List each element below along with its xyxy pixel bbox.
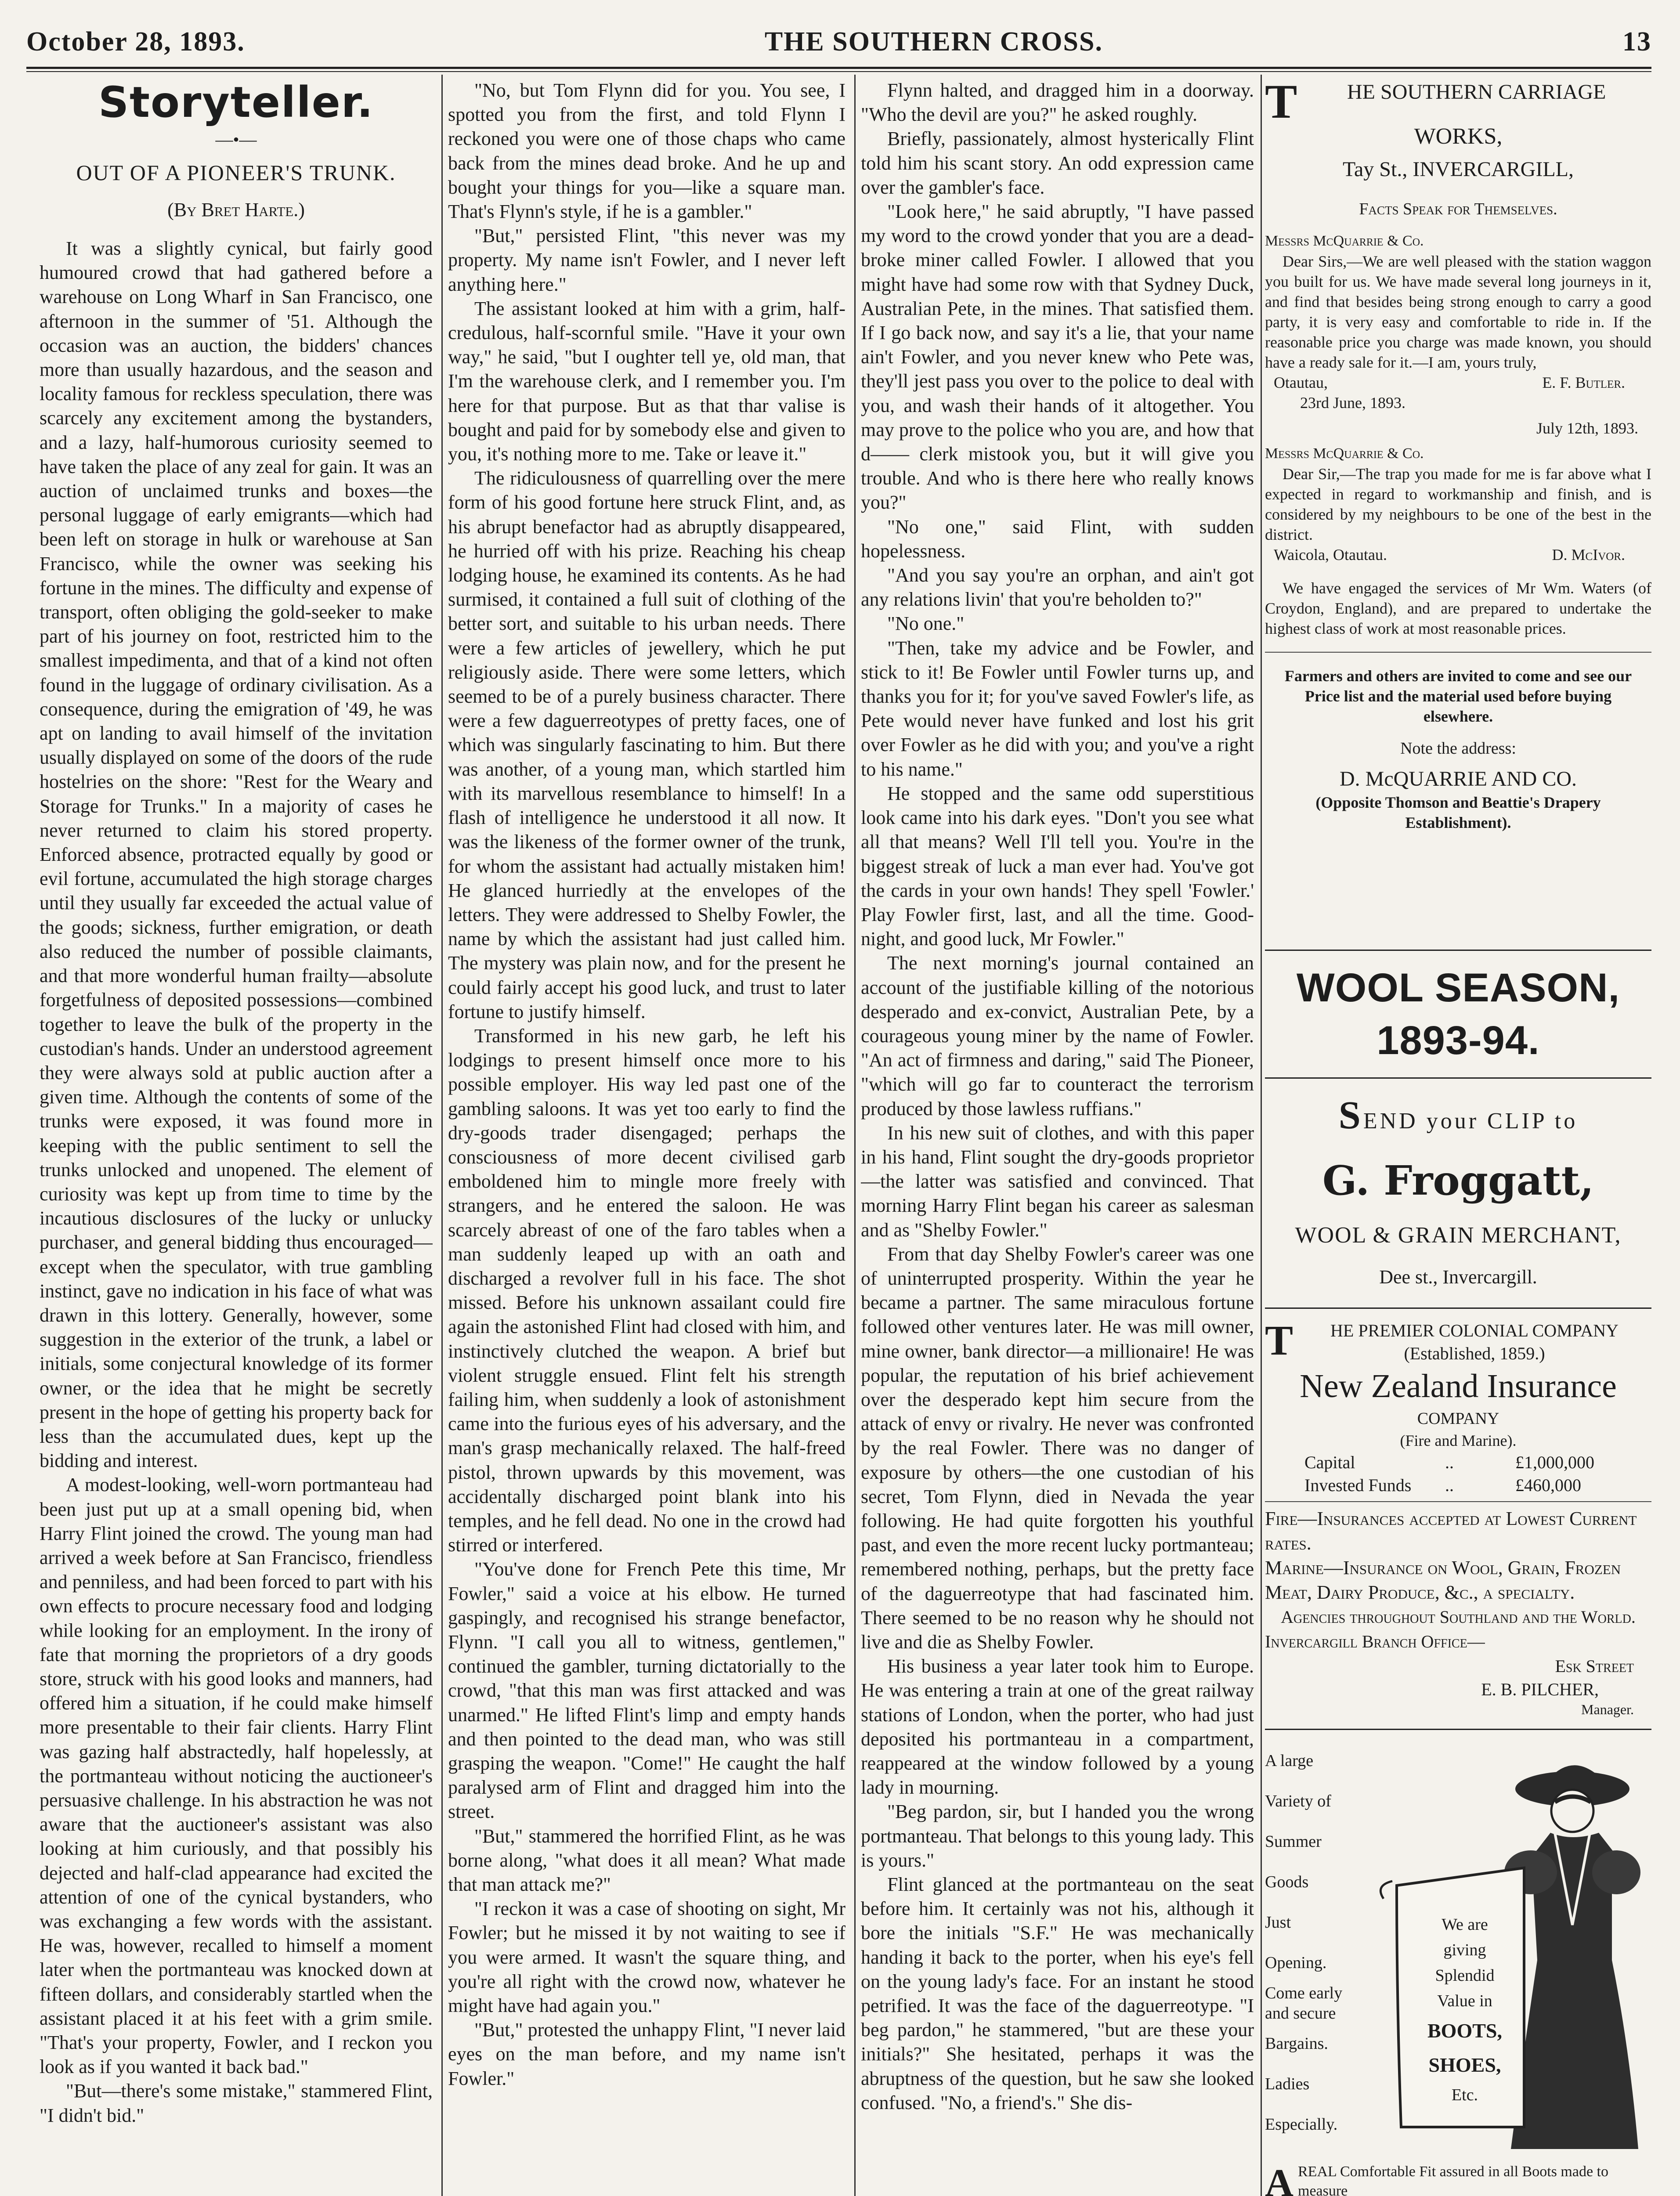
- story-paragraph: In his new suit of clothes, and with this paper in his hand, Flint sought the dry-goods proprietor—the latter was satisfied and convinced. That morning Harry Flint began his career as salesman and as "Shelby Fowler.": [861, 1122, 1254, 1241]
- wool-season-title: WOOL SEASON, 1893-94.: [1296, 965, 1620, 1063]
- story-paragraph: He stopped and the same odd superstitious look came into his dark eyes. "Don't you see what all that means? Well I'll tell you. You're in the biggest streak of luck a man ever had. You've got the cards in your own hands! They spell 'Fowler.' Play Fowler first, last, and all the time. Good-night, and good luck, Mr Fowler.": [861, 782, 1254, 950]
- letter-date: 23rd June, 1893.: [1300, 394, 1405, 412]
- story-paragraph: The ridiculousness of quarrelling over the mere form of his good fortune here struck Flint, and, as his abrupt benefactor had as abruptly disappeared, he hurried off with his prize. Reaching his cheap lodging house, he examined its contents. As he had surmised, it contained a full suit of clothing of the better sort, and suitable to his urban needs. There were a few articles of jewellery, which he put religiously aside. There were some letters, which seemed to be of a purely business character. There were a few daguerreotypes of pretty faces, one of which was singularly fascinating to him. But there was another, of a young man, which startled him with its marvellous resemblance to himself! In a flash of intelligence he understood it all now. It was the likeness of the former owner of the trunk, for whom the assistant had actually mistaken him! He glanced hurriedly at the envelopes of the letters. They were addressed to Shelby Fowler, the name by which the assistant had just called him. The mystery was plain now, and for the present he could fairly accept his good luck, and trust to later fortune to justify himself.: [448, 467, 845, 1022]
- insurance-branch: Invercargill Branch Office—: [1265, 1632, 1485, 1651]
- froggatt-address: Dee st., Invercargill.: [1379, 1266, 1537, 1288]
- insurance-established: (Established, 1859.): [1404, 1344, 1545, 1363]
- title-ornament: —•—: [215, 130, 257, 149]
- insurance-heading: HE PREMIER COLONIAL COMPANY: [1330, 1321, 1619, 1340]
- story-paragraph: From that day Shelby Fowler's career was one of uninterrupted prosperity. Within the year he became a partner. The same miraculous fortune followed other ventures later. He was mill owner, mine owner, bank director—a millionaire! He was popular, the reputation of his brief achievement over the desperado kept him secure from the attack of envy or rivalry. He never was confronted by the real Fowler. There was no danger of exposure by others—the one custodian of his secret, Tom Flynn, died in Nevada the year following. He had quite forgotten his youthful past, and even the more recent lucky portmanteau; remembered nothing, perhaps, but the pretty face of the daguerreotype that had fascinated him. There seemed to be no reason why he should not live and die as Shelby Fowler.: [861, 1243, 1254, 1653]
- insurance-marine: Marine—Insurance on Wool, Grain, Frozen Meat, Dairy Produce, &c., a specialty.: [1265, 1557, 1621, 1603]
- weir-and-son-ad: [1265, 1741, 1651, 2196]
- ad-divider: [1265, 1307, 1651, 1309]
- head-rule: [26, 67, 1651, 69]
- story-column-1: [40, 78, 433, 2196]
- carriage-works-ad: [1265, 78, 1651, 939]
- insurance-name: New Zealand Insurance: [1300, 1368, 1617, 1405]
- letter-signer: E. F. Butler.: [1542, 374, 1625, 391]
- letter-salutation: Messrs McQuarrie & Co.: [1265, 445, 1424, 462]
- froggatt-name: G. Froggatt,: [1322, 1157, 1594, 1204]
- insurance-ad: [1265, 1319, 1651, 1718]
- divider: [1265, 652, 1651, 653]
- story-paragraph: "Beg pardon, sir, but I handed you the wrong portmanteau. That belongs to this young lady. This is yours.": [861, 1801, 1254, 1871]
- column-divider: [854, 75, 856, 2196]
- story-paragraph: "But," protested the unhappy Flint, "I never laid eyes on the man before, and my name isn't Fowler.": [448, 2019, 845, 2089]
- boots-sign: We are giving Splendid Value in BOOTS, SHOES, Etc.: [1427, 1915, 1502, 2104]
- story-paragraph: "You've done for French Pete this time, Mr Fowler," said a voice at his elbow. He turned gaspingly, and recognised his strange benefactor, Flynn. "I call you all to witness, gentlemen," continued the gambler, turning dictatorially to the crowd, "that this man was first attacked and was unarmed." He lifted Flint's limp and empty hands and then pointed to the dead man, who was still grasping the weapon. "Come!" He caught the half paralysed arm of Flint and dragged him into the street.: [448, 1558, 845, 1823]
- farmers-invite: Farmers and others are invited to come and see our Price list and the material used before buying elsewhere.: [1284, 667, 1632, 725]
- carriage-firm: D. McQUARRIE AND CO.: [1340, 767, 1577, 791]
- insurance-agencies: Agencies throughout Southland and the World.: [1281, 1607, 1636, 1627]
- carriage-address: Tay St., INVERCARGILL,: [1343, 158, 1574, 181]
- ad-divider: [1265, 1729, 1651, 1730]
- divider: [1265, 1501, 1651, 1502]
- insurance-fire: Fire—Insurances accepted at Lowest Current rates.: [1265, 1508, 1637, 1554]
- story-paragraph: Flynn halted, and dragged him in a doorway. "Who the devil are you?" he asked roughly.: [861, 79, 1254, 126]
- letter-signer: D. McIvor.: [1552, 546, 1625, 563]
- manager-name: E. B. PILCHER,: [1481, 1680, 1599, 1699]
- story-byline: (By Bret Harte.): [167, 199, 305, 220]
- story-paragraph: "But," stammered the horrified Flint, as he was borne along, "what does it all mean? What made that man attack me?": [448, 1825, 845, 1896]
- manager-title: Manager.: [1581, 1701, 1634, 1717]
- story-paragraph: "No, but Tom Flynn did for you. You see, I spotted you from the first, and told Flynn I reckoned you were one of those chaps who came back from the mines dead broke. And he up and bought your things for you—like a square man. That's Flynn's style, if he is a gambler.": [448, 79, 845, 223]
- drop-cap: S: [1338, 1094, 1363, 1137]
- testimonial-letter: Dear Sir,—The trap you made for me is far above what I expected in regard to workmanship and finish, and is considered by my neighbours to be one of the best in the district.: [1265, 465, 1651, 543]
- drop-cap: T: [1265, 78, 1297, 121]
- section-title: Storyteller.: [98, 78, 374, 127]
- advertisements-column: [1265, 78, 1651, 2196]
- letter-place: Waicola, Otautau.: [1274, 546, 1387, 563]
- story-paragraph: His business a year later took him to Europe. He was entering a train at one of the great railway stations of London, when the porter, who had just deposited his portmanteau in a compartment, reappeared at the window followed by a young lady in mourning.: [861, 1655, 1254, 1799]
- letter-date: July 12th, 1893.: [1536, 419, 1638, 437]
- issue-date: October 28, 1893.: [26, 26, 245, 57]
- wool-send: END your CLIP to: [1363, 1109, 1578, 1134]
- running-head: [26, 18, 1651, 66]
- story-paragraph: "But—there's some mistake," stammered Flint, "I didn't bid.": [40, 2080, 433, 2126]
- wool-ad: [1265, 961, 1651, 1297]
- ad-divider: [1265, 1077, 1651, 1079]
- lady-illustration: [1366, 1741, 1651, 2158]
- carriage-slogan: Facts Speak for Themselves.: [1359, 200, 1557, 218]
- story-title: OUT OF A PIONEER'S TRUNK.: [76, 160, 396, 185]
- carriage-title: HE SOUTHERN CARRIAGE: [1347, 80, 1606, 104]
- invested-row: Invested Funds .. £460,000: [1304, 1475, 1581, 1495]
- story-paragraph: "I reckon it was a case of shooting on sight, Mr Fowler; but he missed it by not waiting to see if you were armed. It wasn't the square thing, and you're all right with the crowd now, whatever he might have had again you.": [448, 1898, 845, 2017]
- ad-divider: [1265, 950, 1651, 951]
- column-divider: [1261, 75, 1262, 2196]
- story-paragraph: "And you say you're an orphan, and ain't got any relations livin' that you're beholden to?": [861, 564, 1254, 610]
- story-paragraph: A modest-looking, well-worn portmanteau had been just put up at a small opening bid, when Harry Flint joined the crowd. The young man had arrived a week before at San Francisco, friendless and penniless, and had been forced to part with his own effects to procure necessary food and lodging while looking for an employment. In the irony of fate that morning the proprietors of a dry goods store, struck with his good looks and manners, had offered him a situation, if he could make himself more presentable to their fair clients. Harry Flint was gazing half abstractedly, half hopelessly, at the portmanteau without noticing the auctioneer's persuasive challenge. In his abstraction he was not aware that the auctioneer's assistant was also looking at him curiously, and that possibly his dejected and half-clad appearance had excited the attention of one of the cynical bystanders, who was exchanging a few words with the assistant. He was, however, recalled to himself a moment later when the portmanteau was knocked down at fifteen dollars, and considerably startled when the assistant placed it at his feet with a grim smile. "That's your property, Fowler, and I reckon you look as if you wanted it back bad.": [40, 1474, 433, 2078]
- masthead-title: THE SOUTHERN CROSS.: [764, 26, 1103, 57]
- story-paragraph: "Then, take my advice and be Fowler, and stick to it! Be Fowler until Fowler turns up, and thanks you for it; for you've saved Fowler's life, as Pete would never have funked and lost his grit over Fowler as he did with you; and you've a right to his name.": [861, 637, 1254, 780]
- note-address: Note the address:: [1400, 739, 1516, 758]
- carriage-opposite: (Opposite Thomson and Beattie's Drapery Establishment).: [1315, 794, 1601, 831]
- story-column-3: [861, 78, 1254, 2196]
- story-paragraph: Transformed in his new garb, he left his lodgings to present himself once more to his possible employer. His way led past one of the gambling saloons. It was yet too early to find the dry-goods trader disengaged; perhaps the consciousness of more decent civilised garb emboldened him to mingle more freely with strangers, and he entered the saloon. He was scarcely abreast of one of the faro tables when a man suddenly leaped up with an oath and discharged a revolver full in his face. The shot missed. Before his unknown assailant could fire again the astonished Flint had closed with him, and instinctively clutched the weapon. A brief but violent struggle ensued. Flint felt his strength failing him, when suddenly a look of astonishment came into the furious eyes of his adversary, and the man's grasp mechanically relaxed. The half-freed pistol, thrown upwards by this movement, was accidentally discharged point blank into his temples, and he fell dead. No one in the crowd had stirred or interfered.: [448, 1025, 845, 1556]
- drop-cap: T: [1265, 1319, 1293, 1364]
- letter-salutation: Messrs McQuarrie & Co.: [1265, 233, 1424, 249]
- story-paragraph: Briefly, passionately, almost hysterically Flint told him his scant story. An odd expression came over the gambler's face.: [861, 128, 1254, 198]
- goods-list: A large Variety of Summer Goods Just Opening. Come early and secure Bargains. Ladies Especially.: [1265, 1752, 1343, 2134]
- fit-assured: REAL Comfortable Fit assured in all Boots made to measure: [1298, 2163, 1608, 2196]
- insurance-street: Esk Street: [1555, 1656, 1634, 1676]
- story-paragraph: "Look here," he said abruptly, "I have passed my word to the crowd yonder that you are a dead-broke miner called Fowler. I allowed that you might have had some row with that Sydney Duck, Australian Pete, in the mines. That satisfied them. If I go back now, and say it's a lie, that your name ain't Fowler, and you never knew who Pete was, they'll jest pass you over to the police to deal with you, and wash their hands of it altogether. You may prove to the police who you are, and how that d—— clerk mistook you, but it will give you trouble. And who is there here who really knows you?": [861, 201, 1254, 513]
- story-paragraph: The assistant looked at him with a grim, half-credulous, half-scornful smile. "Have it your own way," he said, "but I oughter tell ye, old man, that I'm the warehouse clerk, and I remember you. I'm here for that purpose. But as that thar valise is bought and paid for by somebody else and given to you, it's nothing more to me. Take or leave it.": [448, 297, 845, 465]
- story-paragraph: "No one.": [887, 613, 965, 635]
- story-paragraph: "But," persisted Flint, "this never was my property. My name isn't Fowler, and I never left anything here.": [448, 225, 845, 295]
- carriage-notice: We have engaged the services of Mr Wm. Waters (of Croydon, England), and are prepared to undertake the highest class of work at most reasonable prices.: [1265, 579, 1651, 637]
- carriage-title-line2: WORKS,: [1414, 124, 1503, 149]
- story-paragraph: The next morning's journal contained an account of the justifiable killing of the notorious desperado and ex-convict, Australian Pete, by a courageous young miner by the name of Fowler. "An act of firmness and daring," said The Pioneer, "which will go far to counteract the terrorism produced by those lawless ruffians.": [861, 952, 1254, 1120]
- letter-place: Otautau,: [1274, 374, 1328, 391]
- column-divider: [441, 75, 443, 2196]
- head-rule-thin: [26, 71, 1651, 72]
- story-paragraph: Flint glanced at the portmanteau on the seat before him. It certainly was not his, although it bore the initials "S.F." He was mechanically handing it back to the porter, when his eye's fell on the young lady's face. For an instant he stood petrified. It was the face of the daguerreotype. "I beg pardon," he stammered, "but are these your initials?" She hesitated, perhaps it was the abruptness of the question, but he saw she looked confused. "No, a friend's." She dis-: [861, 1874, 1254, 2113]
- froggatt-trade: WOOL & GRAIN MERCHANT,: [1295, 1223, 1622, 1248]
- testimonial-letter: Dear Sirs,—We are well pleased with the station waggon you built for us. We have made several long journeys in it, and find that besides being strong enough to carry a good party, it is very easy and comfortable to ride in. If the reasonable price you charge was made known, you should have a ready sale for it.—I am, yours truly,: [1265, 253, 1651, 371]
- drop-cap: A: [1265, 2162, 1293, 2196]
- capital-table: [1304, 1451, 1651, 1497]
- insurance-company: COMPANY: [1417, 1409, 1499, 1428]
- story-paragraph: It was a slightly cynical, but fairly good humoured crowd that had gathered before a warehouse on Long Wharf in San Francisco, one afternoon in the summer of '51. Although the occasion was an auction, the bidders' chances more than usually hazardous, and the season and locality famous for reckless speculation, there was scarcely any excitement among the bystanders, and a lazy, half-humorous curiosity seemed to have taken the place of any zeal for gain. It was an auction of unclaimed trunks and boxes—the personal luggage of early emigrants—which had been left on storage in hulk or warehouse at San Francisco, while the owner was seeking his fortune in the mines. The difficulty and expense of transport, often obliging the gold-seeker to make part of his journey on foot, restricted him to the smallest impedimenta, and that of a kind not often found in the luggage of ordinary civilisation. As a consequence, during the emigration of '49, he was apt on landing to avail himself of the invitation usually displayed on some of the doors of the rude hostelries on the shore: "Rest for the Weary and Storage for Trunks." In a majority of cases he never returned to claim his stored property. Enforced absence, protracted equally by good or evil fortune, accumulated the high storage charges until they usually far exceeded the actual value of the goods; sickness, further emigration, or death also reduced the number of possible claimants, and that more wonderful human frailty—absolute forgetfulness of deposited possessions—combined together to leave the bulk of the property in the custodian's hands. Under an understood agreement they were always sold at public auction after a given time. Although the contents of some of the trunks were exposed, it was found more in keeping with the public sentiment to sell the trunks unlocked and unopened. The element of curiosity was kept up from time to time by the incautious disclosures of the lucky or unlucky purchaser, and general bidding thus encouraged—except when the speculator, with true gambling instinct, gave no indication in his face of what was drawn in this lottery. Generally, however, some suggestion in the exterior of the trunk, a label or initials, some conjectural knowledge of its former owner, or the idea that he might be secretly present in the hope of getting his property back for less than the accumulated dues, kept up the bidding and interest.: [40, 238, 433, 1472]
- story-column-2: [448, 78, 845, 2196]
- page-number: 13: [1622, 26, 1651, 57]
- capital-row: Capital .. £1,000,000: [1304, 1452, 1594, 1472]
- insurance-type: (Fire and Marine).: [1400, 1432, 1517, 1449]
- story-paragraph: "No one," said Flint, with sudden hopelessness.: [861, 516, 1254, 562]
